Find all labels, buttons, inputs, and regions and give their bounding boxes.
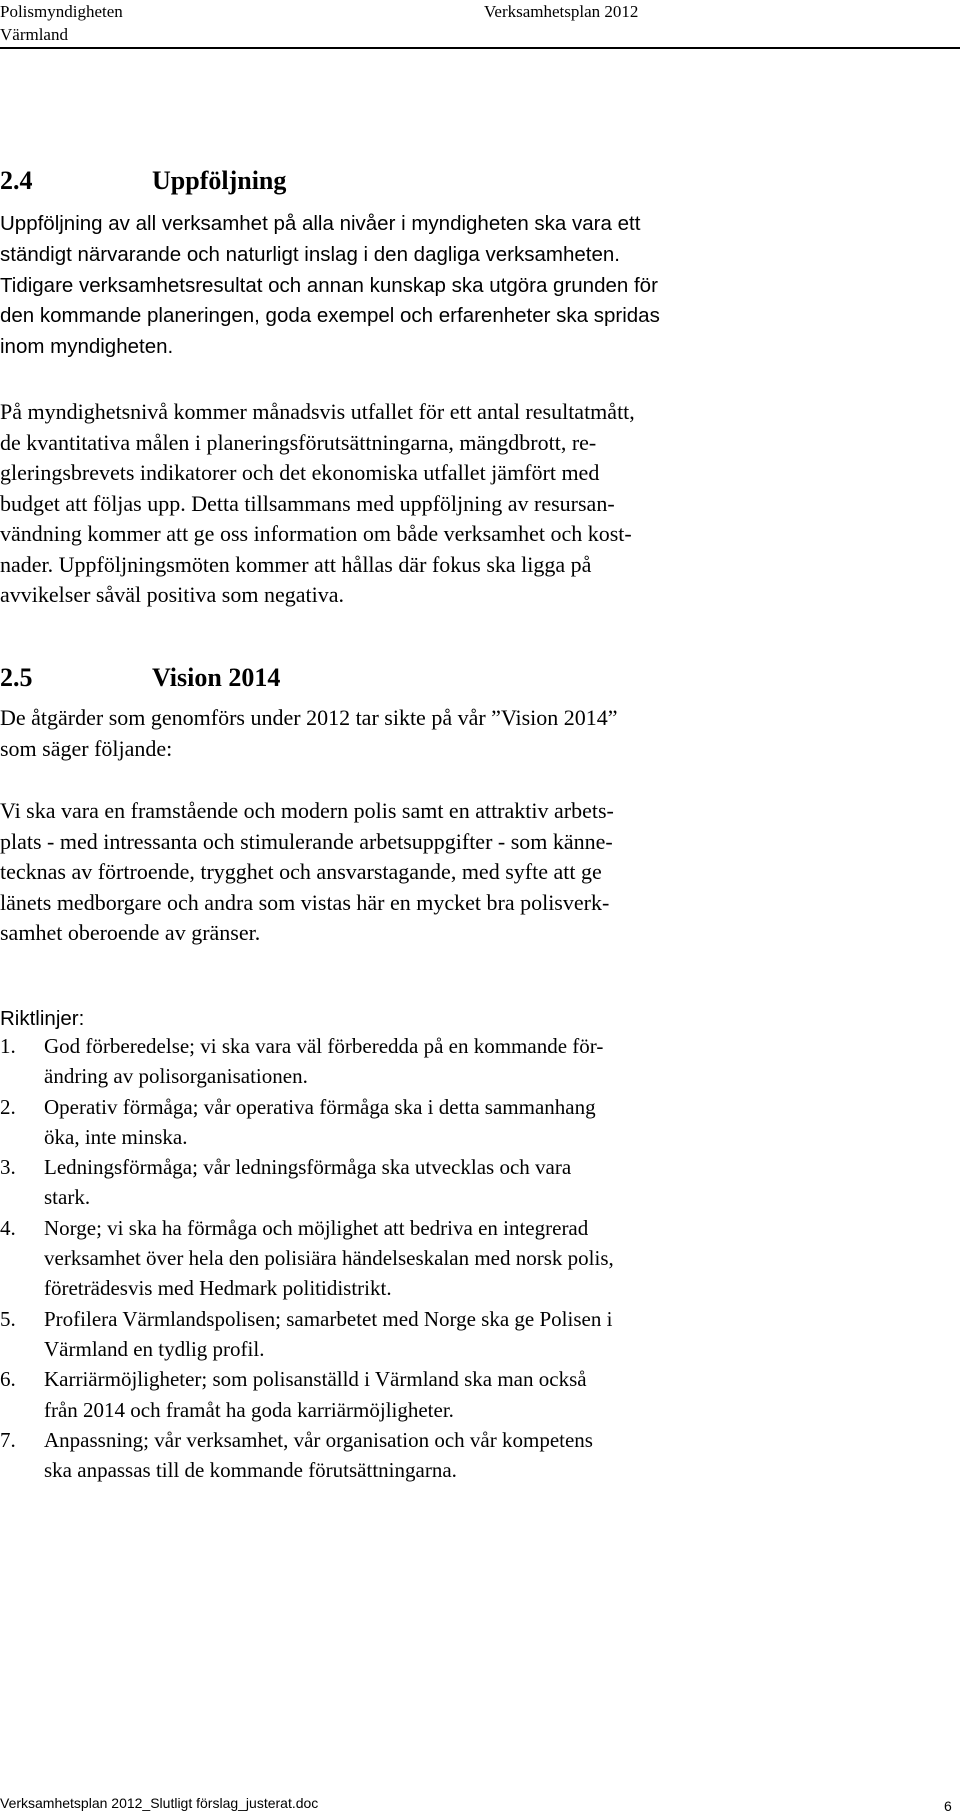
list-item-text: från 2014 och framåt ha goda karriärmöjligheter. [44,1397,454,1422]
text-line: gleringsbrevets indikatorer och det ekonomiska utfallet jämfört med [0,460,600,485]
header-document-title: Verksamhetsplan 2012 [484,2,639,21]
list-item-text: Operativ förmåga; vår operativa förmåga ska i detta sammanhang [44,1094,596,1119]
list-marker: 1. [0,1034,16,1058]
riktlinjer-item [0,1152,614,1213]
paragraph-vision-intro [0,703,790,764]
text-line: inom myndigheten. [0,335,174,359]
list-item-text: Karriärmöjligheter; som polisanställd i Värmland ska man också [44,1367,587,1392]
list-marker: 5. [0,1306,16,1331]
list-item-text: Värmland en tydlig profil. [44,1336,265,1361]
riktlinjer-item [0,1092,614,1153]
list-item-text: God förberedelse; vi ska vara väl förberedda på en kommande för- [44,1034,604,1058]
list-item-text: Profilera Värmlandspolisen; samarbetet med Norge ska ge Polisen i [44,1306,613,1331]
footer-filename: Verksamhetsplan 2012_Slutligt förslag_justerat.doc [0,1795,319,1811]
list-item-text: ska anpassas till de kommande förutsättningarna. [44,1458,457,1483]
text-line: samhet oberoende av gränser. [0,920,261,945]
paragraph-vision-statement [0,796,790,949]
text-line: de kvantitativa målen i planeringsförutsättningarna, mängdbrott, re- [0,429,597,455]
list-item-text: företrädesvis med Hedmark politidistrikt. [44,1276,392,1301]
list-marker: 3. [0,1155,16,1180]
text-line: länets medborgare och andra som vistas här en mycket bra polisverk- [0,889,610,915]
paragraph-uppfoljning-details [0,397,790,611]
header-organization [0,0,123,46]
text-line: De åtgärder som genomförs under 2012 tar sikte på vår ”Vision 2014” [0,705,618,730]
text-line: vändning kommer att ge oss information om både verksamhet och kost- [0,521,632,546]
riktlinjer-item [0,1425,614,1486]
list-marker: 6. [0,1367,16,1392]
riktlinjer-list [0,1031,614,1485]
riktlinjer-item [0,1364,614,1425]
list-item-text: Norge; vi ska ha förmåga och möjlighet att bedriva en integrerad [44,1215,589,1240]
text-line: Uppföljning av all verksamhet på alla nivåer i myndigheten ska vara ett [0,212,641,235]
text-line: budget att följas upp. Detta tillsammans med uppföljning av resursan- [0,490,615,516]
page-number: 6 [944,1798,952,1814]
riktlinjer-label: Riktlinjer: [0,1007,85,1030]
section-number: 2.4 [0,166,33,195]
riktlinjer-item [0,1213,614,1304]
list-item-text: Ledningsförmåga; vår ledningsförmåga ska utvecklas och vara [44,1155,572,1180]
text-line: tecknas av förtroende, trygghet och ansvarstagande, med syfte att ge [0,859,602,884]
text-line: avvikelser såväl positiva som negativa. [0,582,344,607]
riktlinjer-item [0,1304,614,1365]
text-line: På myndighetsnivå kommer månadsvis utfallet för ett antal resultatmått, [0,399,635,424]
text-line: Tidigare verksamhetsresultat och annan kunskap ska utgöra grunden för [0,273,658,297]
header-org-line: Polismyndigheten [0,2,123,21]
header-divider [0,47,960,49]
text-line: som säger följande: [0,735,173,761]
text-line: ständigt närvarande och naturligt inslag i den dagliga verksamheten. [0,242,620,266]
header-region-line: Värmland [0,25,68,44]
list-item-text: Anpassning; vår verksamhet, vår organisation och vår kompetens [44,1427,593,1452]
text-line: nader. Uppföljningsmöten kommer att hållas där fokus ska ligga på [0,551,592,577]
list-marker: 2. [0,1094,16,1119]
section-number: 2.5 [0,663,33,692]
list-item-text: verksamhet över hela den polisiära händelseskalan med norsk polis, [44,1246,614,1271]
list-marker: 7. [0,1427,16,1452]
list-item-text: ändring av polisorganisationen. [44,1064,308,1089]
list-marker: 4. [0,1215,16,1240]
paragraph-uppfoljning-intro [0,209,790,363]
text-line: Vi ska vara en framstående och modern polis samt en attraktiv arbets- [0,798,614,823]
section-title: Uppföljning [152,166,287,195]
list-item-text: öka, inte minska. [44,1124,188,1149]
section-title: Vision 2014 [152,663,281,692]
list-item-text: stark. [44,1185,91,1210]
text-line: den kommande planeringen, goda exempel och erfarenheter ska spridas [0,304,660,328]
text-line: plats - med intressanta och stimulerande arbetsuppgifter - som känne- [0,828,613,854]
riktlinjer-item [0,1031,614,1092]
